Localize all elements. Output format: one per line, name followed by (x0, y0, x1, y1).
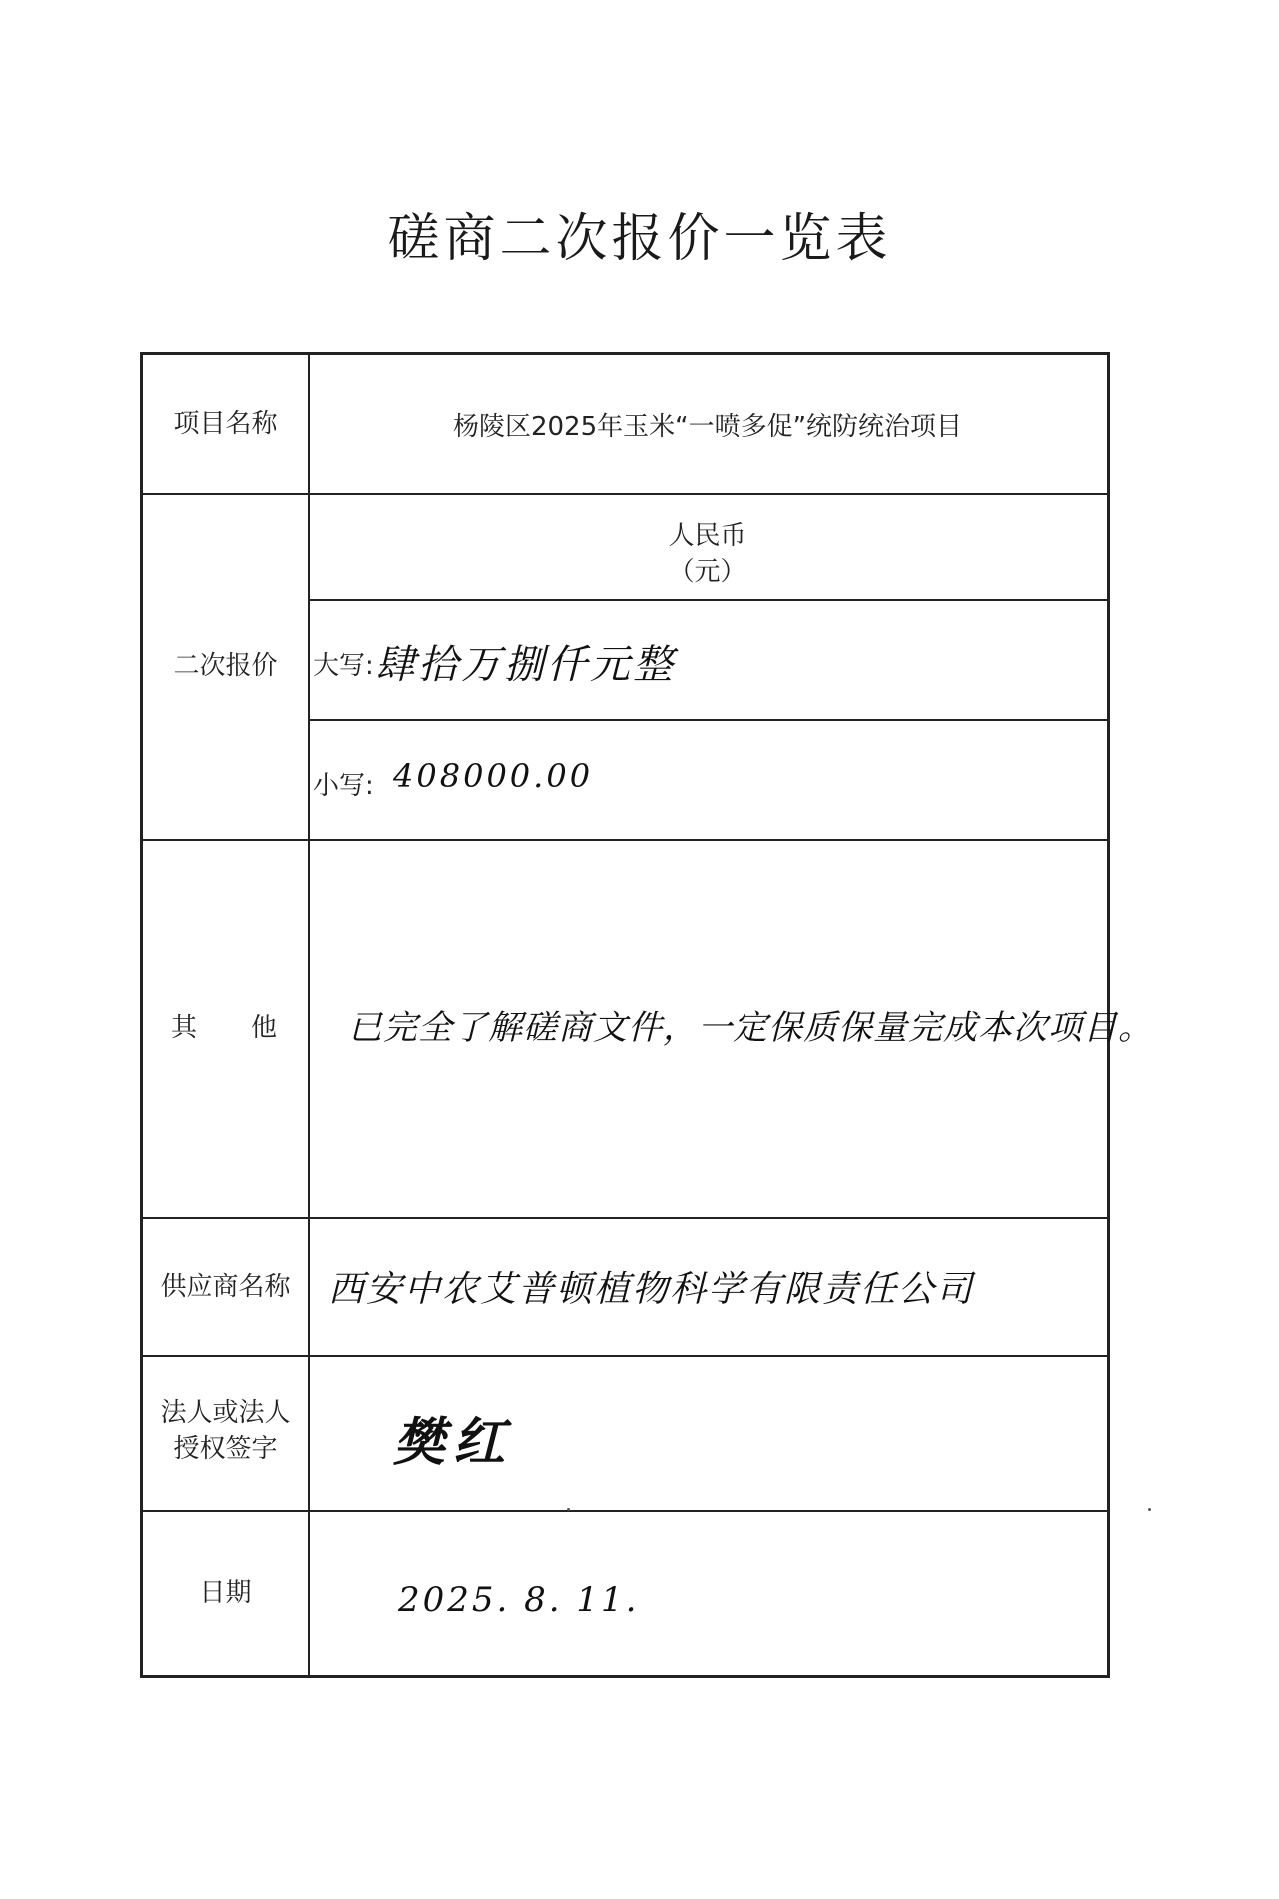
other-label-b: 他 (251, 1013, 278, 1043)
other-label-a: 其 (171, 1013, 198, 1043)
signature-label-line1: 法人或法人 (160, 1398, 291, 1428)
date-value: 2025. 8. 11. (398, 1580, 640, 1620)
scan-speck (567, 1508, 570, 1511)
currency-unit: （元） (668, 557, 747, 587)
row-divider (143, 1510, 1107, 1512)
quote-table (140, 352, 1153, 1678)
lowercase-amount: 408000.00 (393, 757, 594, 795)
supplier-label: 供应商名称 (160, 1272, 291, 1302)
page-title: 磋商二次报价一览表 (387, 209, 892, 269)
row-divider (143, 1355, 1107, 1357)
supplier-name: 西安中农艾普顿植物科学有限责任公司 (328, 1269, 975, 1310)
signature-label-line2: 授权签字 (173, 1434, 278, 1464)
scan-speck (1148, 1508, 1151, 1511)
row-divider (308, 599, 1107, 601)
lowercase-prefix: 小写: (313, 771, 374, 801)
quote-label: 二次报价 (173, 651, 278, 681)
date-label: 日期 (199, 1578, 252, 1608)
uppercase-prefix: 大写: (313, 651, 374, 681)
project-name-label: 项目名称 (173, 409, 278, 439)
row-divider (143, 493, 1107, 495)
other-statement: 已完全了解磋商文件，一定保质保量完成本次项目。 (348, 1008, 1153, 1048)
row-divider (308, 719, 1107, 721)
row-divider (143, 839, 1107, 841)
row-divider (143, 1217, 1107, 1219)
project-name-value: 杨陵区2025年玉米“一喷多促”统防统治项目 (452, 412, 963, 442)
currency-label: 人民币 (668, 521, 747, 551)
uppercase-amount: 肆拾万捌仟元整 (375, 642, 676, 688)
handwritten-signature: 樊红 (393, 1412, 514, 1473)
